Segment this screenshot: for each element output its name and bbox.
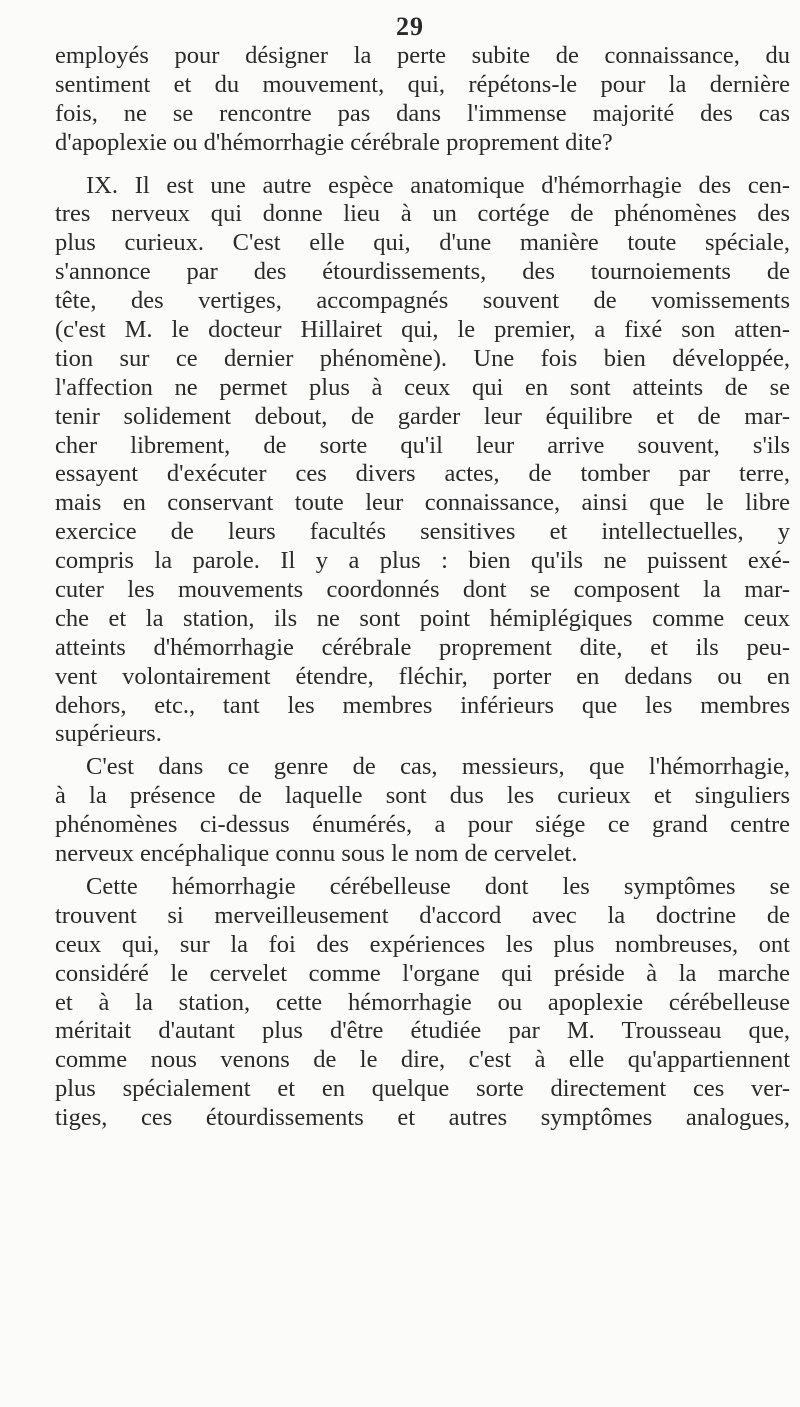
text-line: comme nous venons de le dire, c'est à elle qu'appartiennent: [55, 1046, 790, 1074]
text-line: cuter les mouvements coordonnés dont se composent la mar-: [55, 576, 790, 604]
paragraph-gap: [55, 158, 790, 172]
text-line: tion sur ce dernier phénomène). Une fois bien développée,: [55, 344, 790, 372]
text-line: cher librement, de sorte qu'il leur arrive souvent, s'ils: [55, 431, 790, 459]
text-line: ceux qui, sur la foi des expériences les plus nombreuses, ont: [55, 930, 790, 958]
text-line: d'apoplexie ou d'hémorrhagie cérébrale proprement dite?: [55, 128, 613, 156]
text-line: dehors, etc., tant les membres inférieurs que les membres: [55, 691, 790, 719]
paragraph-2: [55, 172, 790, 750]
text-line: méritait d'autant plus d'être étudiée par M. Trousseau que,: [55, 1017, 790, 1045]
text-line: C'est dans ce genre de cas, messieurs, que l'hémorrhagie,: [86, 753, 790, 781]
text-line: phénomènes ci-dessus énumérés, a pour siége ce grand centre: [55, 811, 790, 839]
text-line: compris la parole. Il y a plus : bien qu'ils ne puissent exé-: [55, 547, 790, 575]
text-line: atteints d'hémorrhagie cérébrale proprement dite, et ils peu-: [55, 633, 790, 661]
text-line: sentiment et du mouvement, qui, répétons-le pour la dernière: [55, 70, 790, 98]
page-number: 29: [396, 12, 424, 41]
text-line: mais en conservant toute leur connaissance, ainsi que le libre: [55, 489, 790, 517]
text-line: vent volontairement étendre, fléchir, porter en dedans ou en: [55, 662, 790, 690]
text-line: tête, des vertiges, accompagnés souvent de vomissements: [55, 287, 790, 315]
text-line: essayent d'exécuter ces divers actes, de tomber par terre,: [55, 460, 790, 488]
page-text: [55, 42, 790, 1133]
text-line: s'annonce par des étourdissements, des tournoiements de: [55, 258, 790, 286]
text-line: trouvent si merveilleusement d'accord avec la doctrine de: [55, 901, 790, 929]
text-line: employés pour désigner la perte subite de connaissance, du: [55, 42, 790, 69]
text-line: exercice de leurs facultés sensitives et intellectuelles, y: [55, 518, 790, 546]
text-line: tiges, ces étourdissements et autres symptômes analogues,: [55, 1104, 790, 1132]
text-line: IX. Il est une autre espèce anatomique d'hémorrhagie des cen-: [86, 171, 790, 199]
text-line: supérieurs.: [55, 720, 162, 748]
paragraph-1: [55, 42, 790, 158]
paragraph-4: [55, 873, 790, 1133]
text-line: plus curieux. C'est elle qui, d'une manière toute spéciale,: [55, 229, 790, 257]
paragraph-3: [55, 753, 790, 869]
text-line: che et la station, ils ne sont point hémiplégiques comme ceux: [55, 604, 790, 632]
text-line: l'affection ne permet plus à ceux qui en sont atteints de se: [55, 373, 790, 401]
text-line: nerveux encéphalique connu sous le nom de cervelet.: [55, 840, 578, 868]
text-line: considéré le cervelet comme l'organe qui préside à la marche: [55, 959, 790, 987]
text-line: fois, ne se rencontre pas dans l'immense majorité des cas: [55, 99, 790, 127]
text-line: tres nerveux qui donne lieu à un cortége de phénomènes des: [55, 200, 790, 228]
text-line: Cette hémorrhagie cérébelleuse dont les symptômes se: [86, 872, 790, 900]
text-line: (c'est M. le docteur Hillairet qui, le premier, a fixé son atten-: [55, 316, 790, 344]
text-line: tenir solidement debout, de garder leur équilibre et de mar-: [55, 402, 790, 430]
text-line: à la présence de laquelle sont dus les curieux et singuliers: [55, 782, 790, 810]
text-line: plus spécialement et en quelque sorte directement ces ver-: [55, 1075, 790, 1103]
text-line: et à la station, cette hémorrhagie ou apoplexie cérébelleuse: [55, 988, 790, 1016]
